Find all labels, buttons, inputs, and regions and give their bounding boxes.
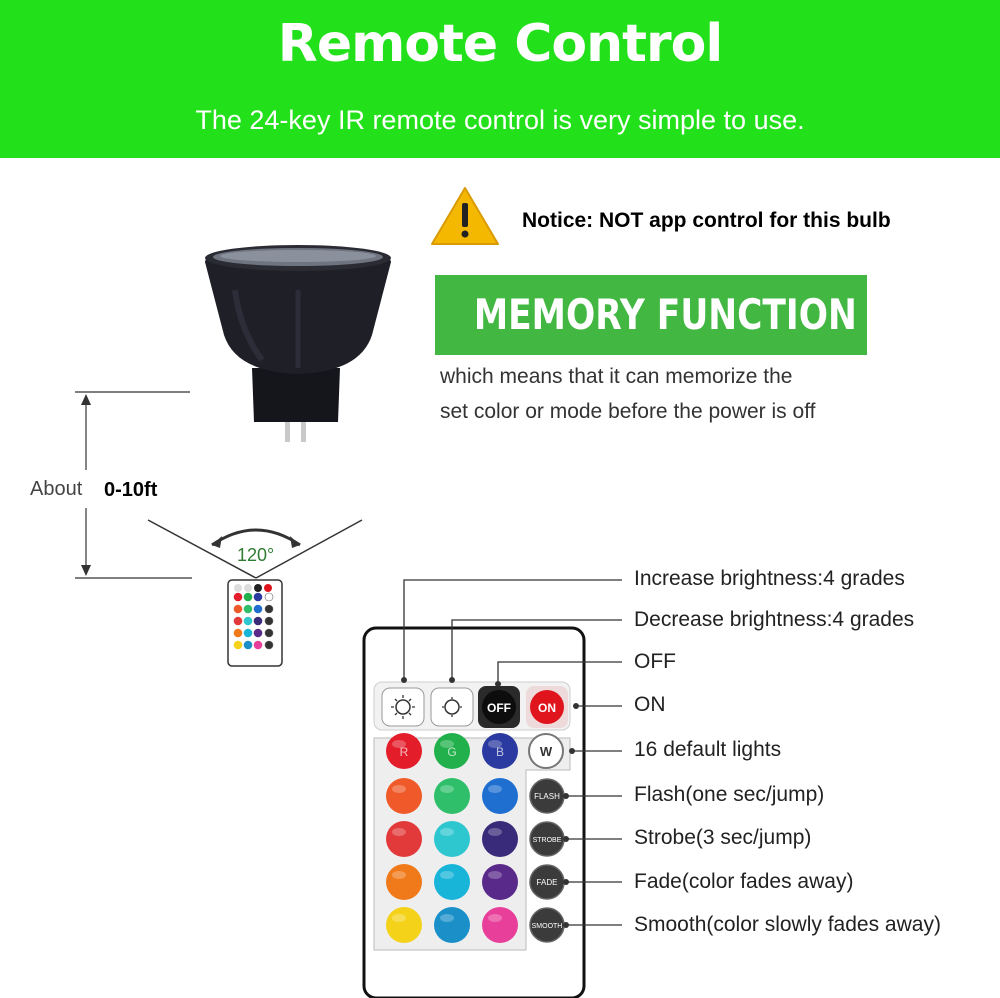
- color-button[interactable]: [386, 821, 422, 857]
- feature-label: Flash(one sec/jump): [634, 783, 825, 806]
- color-button[interactable]: [434, 907, 470, 943]
- mini-remote-image: [228, 580, 282, 666]
- mode-button-flash[interactable]: [530, 779, 564, 813]
- color-button[interactable]: [482, 778, 518, 814]
- mode-button-smooth[interactable]: [530, 908, 564, 942]
- bulb-image: [205, 245, 391, 442]
- feature-label: OFF: [634, 650, 676, 673]
- feature-label: Smooth(color slowly fades away): [634, 913, 941, 936]
- color-button[interactable]: [482, 733, 518, 769]
- white-button-label: W: [539, 744, 553, 759]
- color-letter: R: [399, 745, 409, 759]
- mode-button-label: STROBE: [532, 837, 562, 844]
- color-button[interactable]: [386, 864, 422, 900]
- off-button-label: OFF: [487, 701, 511, 715]
- feature-label: ON: [634, 693, 666, 716]
- memory-banner: MEMORY FUNCTION: [473, 290, 857, 339]
- page-title: Remote Control: [277, 14, 723, 74]
- memory-desc-line2: set color or mode before the power is off: [440, 400, 816, 423]
- page-subtitle: The 24-key IR remote control is very simple to use.: [195, 105, 805, 135]
- mode-button-label: SMOOTH: [531, 923, 563, 930]
- color-letter: G: [447, 745, 457, 759]
- mode-button-strobe[interactable]: [530, 822, 564, 856]
- remote-control: [364, 628, 584, 998]
- color-button[interactable]: [434, 821, 470, 857]
- off-button[interactable]: [478, 686, 520, 728]
- feature-label: 16 default lights: [634, 738, 782, 761]
- mode-button-fade[interactable]: [530, 865, 564, 899]
- feature-label: Strobe(3 sec/jump): [634, 826, 812, 849]
- about-label: About: [30, 478, 83, 500]
- color-button[interactable]: [386, 733, 422, 769]
- color-button[interactable]: [386, 907, 422, 943]
- range-label: 0-10ft: [104, 479, 158, 501]
- color-button[interactable]: [434, 733, 470, 769]
- on-button-label: ON: [538, 701, 556, 715]
- white-button[interactable]: [529, 734, 563, 768]
- warning-icon: [432, 188, 498, 244]
- brightness-down-button[interactable]: [431, 688, 473, 726]
- color-button[interactable]: [434, 778, 470, 814]
- feature-label: Fade(color fades away): [634, 870, 854, 893]
- brightness-up-button[interactable]: [382, 688, 424, 726]
- color-button[interactable]: [482, 821, 518, 857]
- feature-label: Decrease brightness:4 grades: [634, 608, 915, 631]
- color-button[interactable]: [434, 864, 470, 900]
- color-button[interactable]: [482, 864, 518, 900]
- memory-desc-line1: which means that it can memorize the: [440, 365, 793, 388]
- color-button[interactable]: [386, 778, 422, 814]
- mode-button-label: FADE: [536, 878, 558, 887]
- notice-text: Notice: NOT app control for this bulb: [522, 209, 891, 232]
- color-button[interactable]: [482, 907, 518, 943]
- angle-label: 120°: [237, 545, 275, 565]
- color-letter: B: [495, 745, 505, 759]
- mode-button-label: FLASH: [534, 792, 560, 801]
- on-button[interactable]: [526, 686, 568, 728]
- feature-label: Increase brightness:4 grades: [634, 567, 905, 590]
